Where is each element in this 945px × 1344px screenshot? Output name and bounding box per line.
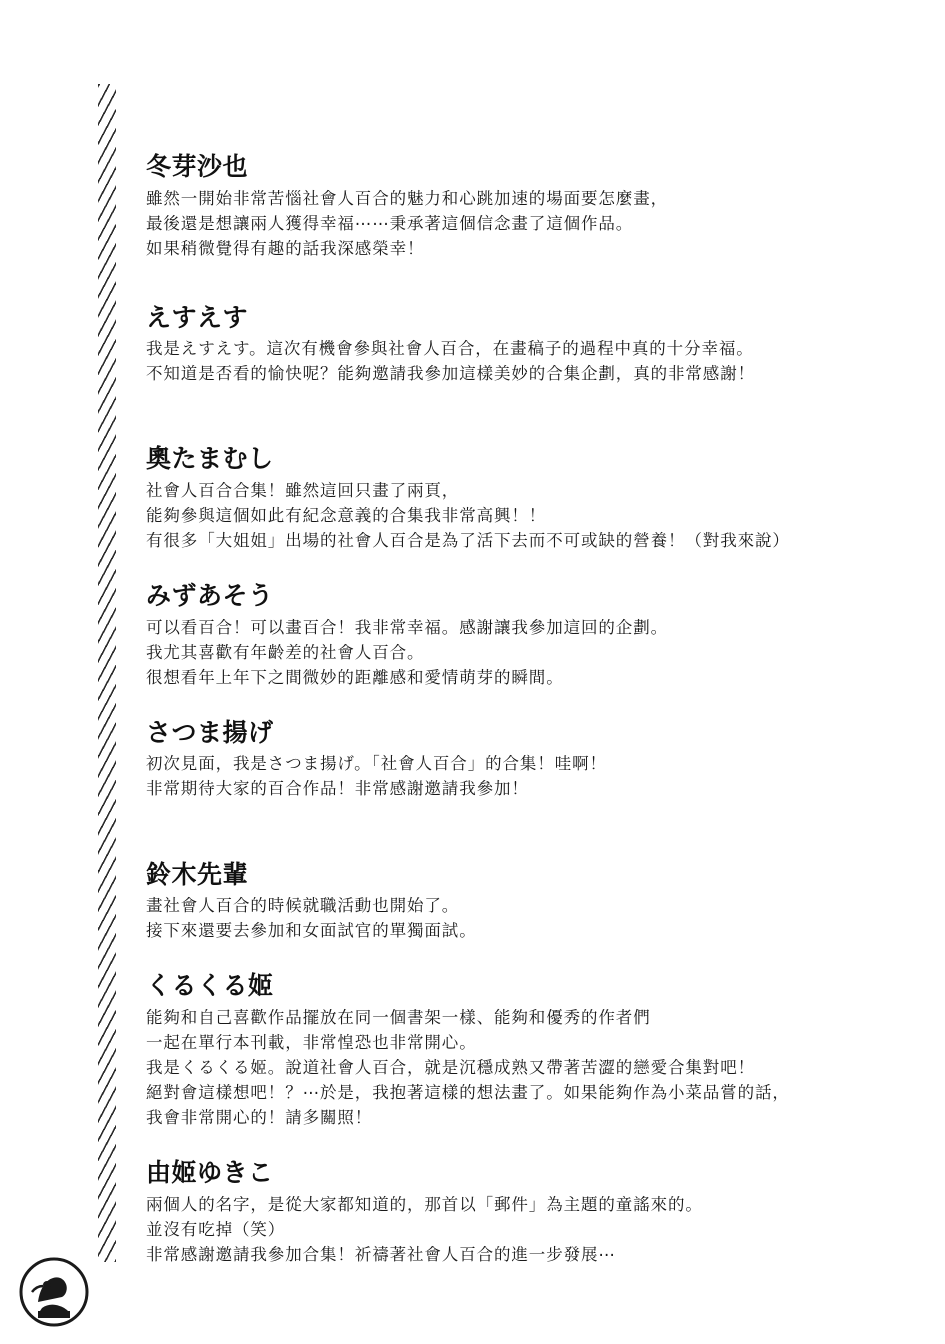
contributor-comment-line: 並沒有吃掉（笑） [146,1219,286,1239]
contributor-comment-line: 我是えすえす。這次有機會參與社會人百合，在畫稿子的過程中真的十分幸福。 [146,339,754,359]
contributor-comment-line: 能夠和自己喜歡作品擺放在同一個書架一樣、能夠和優秀的作者們 [146,1007,651,1027]
decorative-hatched-border [98,84,116,1262]
contributor-entry [146,858,906,944]
contributor-comment-line: 如果稍微覺得有趣的話我深感榮幸！ [146,238,425,258]
afterword-comments-list [146,150,906,1281]
contributor-comment-line: 不知道是否看的愉快呢？能夠邀請我參加這樣美妙的合集企劃，真的非常感謝！ [146,364,755,384]
contributor-entry [146,301,906,387]
contributor-comment-line: 社會人百合合集！雖然這回只畫了兩頁， [146,480,460,500]
contributor-name: さつま揚げ [146,717,274,747]
contributor-comment-line: 非常感謝邀請我參加合集！祈禱著社會人百合的進一步發展⋯ [146,1244,616,1264]
contributor-comment-line: 可以看百合！可以畫百合！我非常幸福。感謝讓我參加這回的企劃。 [146,617,668,637]
contributor-name: みずあそう [146,581,274,611]
contributor-name: 冬芽沙也 [146,152,249,181]
contributor-name: くるくる姬 [146,971,274,1001]
contributor-comment-line: 非常期待大家的百合作品！非常感謝邀請我參加！ [146,779,529,799]
contributor-entry [146,969,906,1130]
contributor-name: えすえす [146,302,249,332]
contributor-name: 由姬ゆきこ [146,1158,274,1188]
contributor-comment-line: 很想看年上年下之間微妙的距離感和愛情萌芽的瞬間。 [146,667,564,687]
contributor-comment-line: 畫社會人百合的時候就職活動也開始了。 [146,896,460,916]
contributor-name: 奧たまむし [146,444,274,474]
contributor-comment-line: 一起在單行本刊載，非常惶恐也非常開心。 [146,1032,477,1052]
contributor-comment-line: 我會非常開心的！請多關照！ [146,1107,373,1127]
contributor-comment-line: 兩個人的名字，是從大家都知道的，那首以「郵件」為主題的童謠來的。 [146,1194,703,1214]
contributor-comment-line: 我是くるくる姬。說道社會人百合，就是沉穩成熟又帶著苦澀的戀愛合集對吧！ [146,1057,755,1077]
contributor-comment-line: 最後還是想讓兩人獲得幸福⋯⋯秉承著這個信念畫了這個作品。 [146,213,634,233]
contributor-name: 鈴木先輩 [146,859,249,889]
contributor-comment-line: 初次見面，我是さつま揚げ。「社會人百合」的合集！哇啊！ [146,754,607,774]
contributor-comment-line: 能夠參與這個如此有紀念意義的合集我非常高興！！ [146,505,547,525]
circular-stamp-logo [18,1256,90,1328]
contributor-entry [146,579,906,690]
contributor-entry [146,716,906,802]
contributor-comment-line: 有很多「大姐姐」出場的社會人百合是為了活下去而不可或缺的營養！（對我來說） [146,531,790,551]
contributor-comment-line: 絕對會這樣想吧！？⋯於是，我抱著這樣的想法畫了。如果能夠作為小菜品嘗的話， [146,1082,790,1102]
contributor-entry [146,442,906,553]
contributor-entry [146,1156,906,1267]
contributor-comment-line: 我尤其喜歡有年齡差的社會人百合。 [146,642,425,662]
contributor-comment-line: 雖然一開始非常苦惱社會人百合的魅力和心跳加速的場面要怎麼畫， [146,188,668,208]
contributor-comment-line: 接下來還要去參加和女面試官的單獨面試。 [146,921,477,941]
contributor-entry [146,150,906,261]
